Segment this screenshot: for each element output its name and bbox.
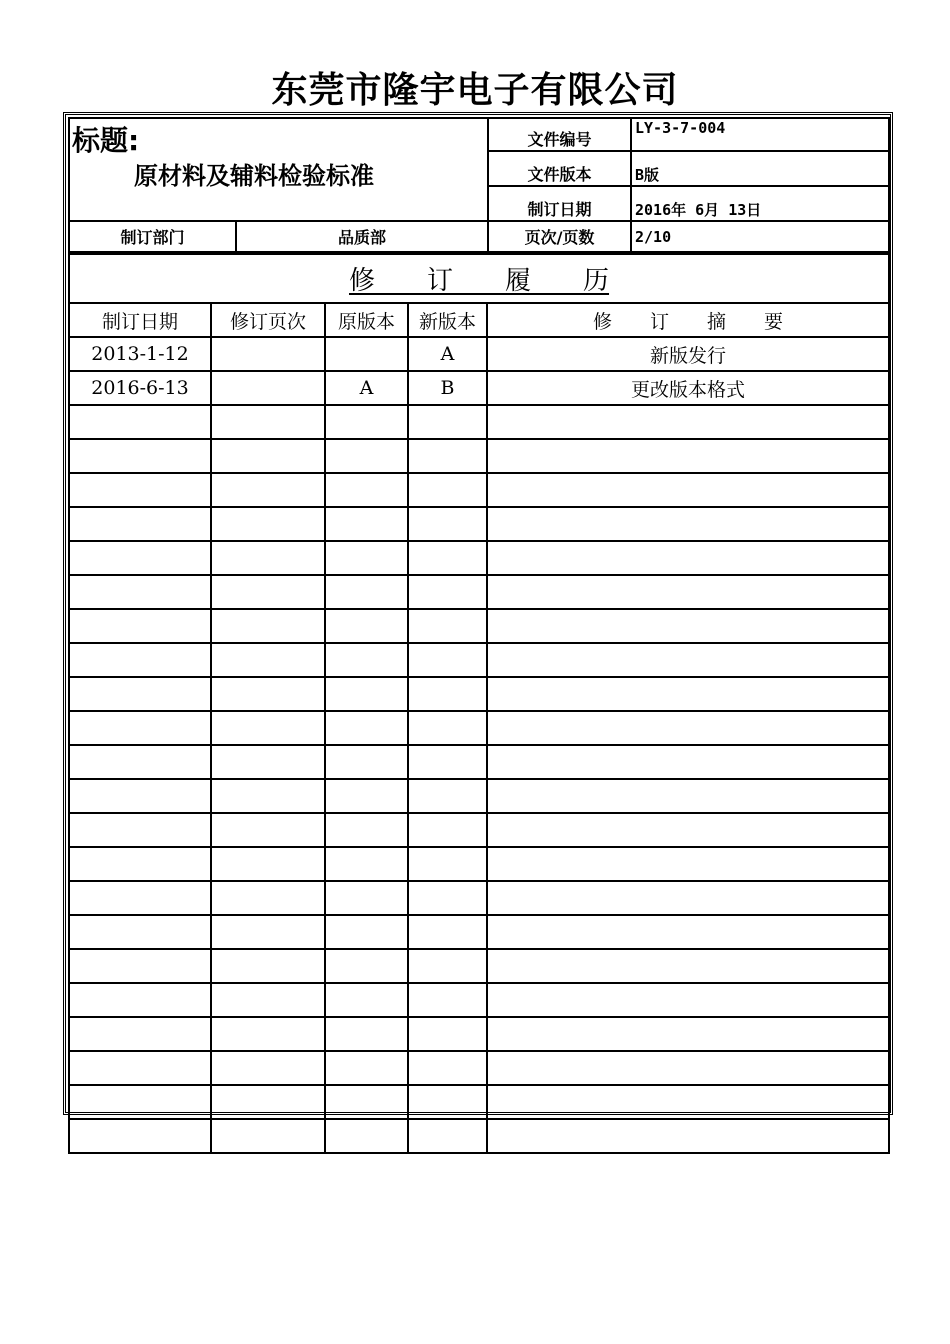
revision-new-version-cell	[408, 915, 487, 949]
revision-new-version-cell	[408, 745, 487, 779]
revision-old-version-cell	[325, 983, 408, 1017]
revision-pages-cell	[211, 949, 325, 983]
revision-date-cell	[69, 507, 211, 541]
revision-summary-cell	[487, 983, 889, 1017]
revision-summary-cell	[487, 1119, 889, 1153]
revision-date-cell: 2013-1-12	[69, 337, 211, 371]
revision-date-cell	[69, 541, 211, 575]
revision-summary-cell	[487, 915, 889, 949]
revision-old-version-cell	[325, 847, 408, 881]
revision-old-version-cell	[325, 949, 408, 983]
revision-old-version-cell	[325, 575, 408, 609]
revision-date-cell	[69, 1085, 211, 1119]
revision-date-cell	[69, 405, 211, 439]
col-header-new-version: 新版本	[408, 303, 487, 337]
revision-new-version-cell	[408, 439, 487, 473]
revision-pages-cell	[211, 745, 325, 779]
revision-old-version-cell	[325, 405, 408, 439]
revision-summary-cell	[487, 1051, 889, 1085]
revision-pages-cell	[211, 711, 325, 745]
revision-date-cell	[69, 1051, 211, 1085]
revision-pages-cell	[211, 847, 325, 881]
table-row	[69, 1051, 889, 1085]
revision-old-version-cell: A	[325, 371, 408, 405]
table-row	[69, 371, 889, 405]
revision-pages-cell	[211, 813, 325, 847]
revision-old-version-cell	[325, 881, 408, 915]
table-row	[69, 1119, 889, 1153]
revision-date-cell	[69, 473, 211, 507]
title-label: 标题:	[72, 124, 140, 157]
revision-new-version-cell: A	[408, 337, 487, 371]
table-row	[69, 915, 889, 949]
table-row	[69, 541, 889, 575]
revision-old-version-cell	[325, 1051, 408, 1085]
revision-pages-cell	[211, 337, 325, 371]
version-value: B版	[631, 151, 889, 186]
revision-new-version-cell	[408, 1085, 487, 1119]
revision-summary-cell	[487, 949, 889, 983]
revision-pages-cell	[211, 405, 325, 439]
revision-old-version-cell	[325, 643, 408, 677]
revision-new-version-cell	[408, 881, 487, 915]
revision-pages-cell	[211, 439, 325, 473]
revision-old-version-cell	[325, 609, 408, 643]
revision-new-version-cell	[408, 609, 487, 643]
revision-pages-cell	[211, 1017, 325, 1051]
revision-date-cell	[69, 677, 211, 711]
revision-date-cell	[69, 745, 211, 779]
document-title: 原材料及辅料检验标准	[134, 162, 374, 190]
revision-old-version-cell	[325, 745, 408, 779]
table-row	[69, 575, 889, 609]
revision-date-cell	[69, 915, 211, 949]
revision-date-cell	[69, 881, 211, 915]
doc-no-value: LY-3-7-004	[631, 118, 889, 151]
revision-pages-cell	[211, 915, 325, 949]
revision-new-version-cell	[408, 677, 487, 711]
revision-summary-cell: 新版发行	[487, 337, 889, 371]
revision-old-version-cell	[325, 1085, 408, 1119]
revision-summary-cell	[487, 507, 889, 541]
table-row	[69, 473, 889, 507]
table-row	[69, 711, 889, 745]
revision-new-version-cell	[408, 949, 487, 983]
revision-summary-cell	[487, 609, 889, 643]
revision-summary-cell	[487, 1085, 889, 1119]
company-name: 东莞市隆宇电子有限公司	[271, 70, 679, 111]
revision-pages-cell	[211, 881, 325, 915]
table-row	[69, 813, 889, 847]
revision-pages-cell	[211, 1119, 325, 1153]
revision-date-cell	[69, 711, 211, 745]
revision-old-version-cell	[325, 541, 408, 575]
revision-new-version-cell	[408, 779, 487, 813]
table-row	[69, 983, 889, 1017]
pages-label: 页次/页数	[488, 221, 631, 252]
col-header-summary: 修 订 摘 要	[487, 303, 889, 337]
revision-summary-cell	[487, 575, 889, 609]
revision-old-version-cell	[325, 677, 408, 711]
revision-date-cell	[69, 609, 211, 643]
revision-pages-cell	[211, 507, 325, 541]
revision-new-version-cell	[408, 541, 487, 575]
revision-summary-cell	[487, 541, 889, 575]
revision-date-cell	[69, 1119, 211, 1153]
dept-label: 制订部门	[69, 221, 236, 252]
revision-date-cell	[69, 949, 211, 983]
revision-new-version-cell	[408, 575, 487, 609]
col-header-pages: 修订页次	[211, 303, 325, 337]
revision-new-version-cell	[408, 813, 487, 847]
revision-summary-cell: 更改版本格式	[487, 371, 889, 405]
version-label: 文件版本	[488, 151, 631, 186]
revision-pages-cell	[211, 473, 325, 507]
col-header-old-version: 原版本	[325, 303, 408, 337]
revision-old-version-cell	[325, 915, 408, 949]
revision-date-cell	[69, 439, 211, 473]
revision-date-cell: 2016-6-13	[69, 371, 211, 405]
revision-old-version-cell	[325, 439, 408, 473]
revision-old-version-cell	[325, 1017, 408, 1051]
table-row	[69, 745, 889, 779]
revision-new-version-cell	[408, 405, 487, 439]
table-row	[69, 609, 889, 643]
revision-old-version-cell	[325, 337, 408, 371]
revision-date-cell	[69, 779, 211, 813]
revision-new-version-cell	[408, 847, 487, 881]
revision-old-version-cell	[325, 813, 408, 847]
revision-pages-cell	[211, 1085, 325, 1119]
revision-summary-cell	[487, 711, 889, 745]
table-row	[69, 643, 889, 677]
date-value: 2016年 6月 13日	[631, 186, 889, 221]
revision-date-cell	[69, 847, 211, 881]
revision-summary-cell	[487, 405, 889, 439]
table-row	[69, 847, 889, 881]
title-cell	[69, 118, 488, 221]
revision-old-version-cell	[325, 1119, 408, 1153]
dept-value: 品质部	[236, 221, 488, 252]
table-row	[69, 1017, 889, 1051]
revision-new-version-cell: B	[408, 371, 487, 405]
revision-old-version-cell	[325, 779, 408, 813]
table-row	[69, 881, 889, 915]
revision-pages-cell	[211, 643, 325, 677]
revision-new-version-cell	[408, 643, 487, 677]
revision-date-cell	[69, 643, 211, 677]
revision-pages-cell	[211, 677, 325, 711]
revision-new-version-cell	[408, 1051, 487, 1085]
revision-new-version-cell	[408, 983, 487, 1017]
revision-summary-cell	[487, 847, 889, 881]
table-row	[69, 1085, 889, 1119]
revision-summary-cell	[487, 745, 889, 779]
revision-new-version-cell	[408, 1119, 487, 1153]
table-row	[69, 779, 889, 813]
revision-summary-cell	[487, 473, 889, 507]
table-row	[69, 337, 889, 371]
revision-table	[68, 253, 890, 1154]
revision-summary-cell	[487, 1017, 889, 1051]
table-row	[69, 677, 889, 711]
col-header-date: 制订日期	[69, 303, 211, 337]
date-label: 制订日期	[488, 186, 631, 221]
table-row	[69, 439, 889, 473]
revision-pages-cell	[211, 609, 325, 643]
revision-summary-cell	[487, 643, 889, 677]
revision-date-cell	[69, 813, 211, 847]
revision-pages-cell	[211, 779, 325, 813]
revision-pages-cell	[211, 983, 325, 1017]
revision-new-version-cell	[408, 473, 487, 507]
revision-pages-cell	[211, 541, 325, 575]
revision-new-version-cell	[408, 507, 487, 541]
revision-summary-cell	[487, 439, 889, 473]
pages-value: 2/10	[631, 221, 889, 252]
revision-old-version-cell	[325, 507, 408, 541]
revision-date-cell	[69, 1017, 211, 1051]
revision-pages-cell	[211, 371, 325, 405]
table-row	[69, 949, 889, 983]
revision-pages-cell	[211, 575, 325, 609]
revision-summary-cell	[487, 881, 889, 915]
doc-no-label: 文件编号	[488, 118, 631, 151]
revision-summary-cell	[487, 813, 889, 847]
header-table	[68, 117, 890, 253]
revision-summary-cell	[487, 677, 889, 711]
table-row	[69, 507, 889, 541]
revision-date-cell	[69, 983, 211, 1017]
revision-summary-cell	[487, 779, 889, 813]
revision-pages-cell	[211, 1051, 325, 1085]
revision-date-cell	[69, 575, 211, 609]
revision-new-version-cell	[408, 1017, 487, 1051]
revision-old-version-cell	[325, 473, 408, 507]
revision-new-version-cell	[408, 711, 487, 745]
table-row	[69, 405, 889, 439]
revision-section-title: 修 订 履 历	[69, 254, 889, 303]
revision-old-version-cell	[325, 711, 408, 745]
